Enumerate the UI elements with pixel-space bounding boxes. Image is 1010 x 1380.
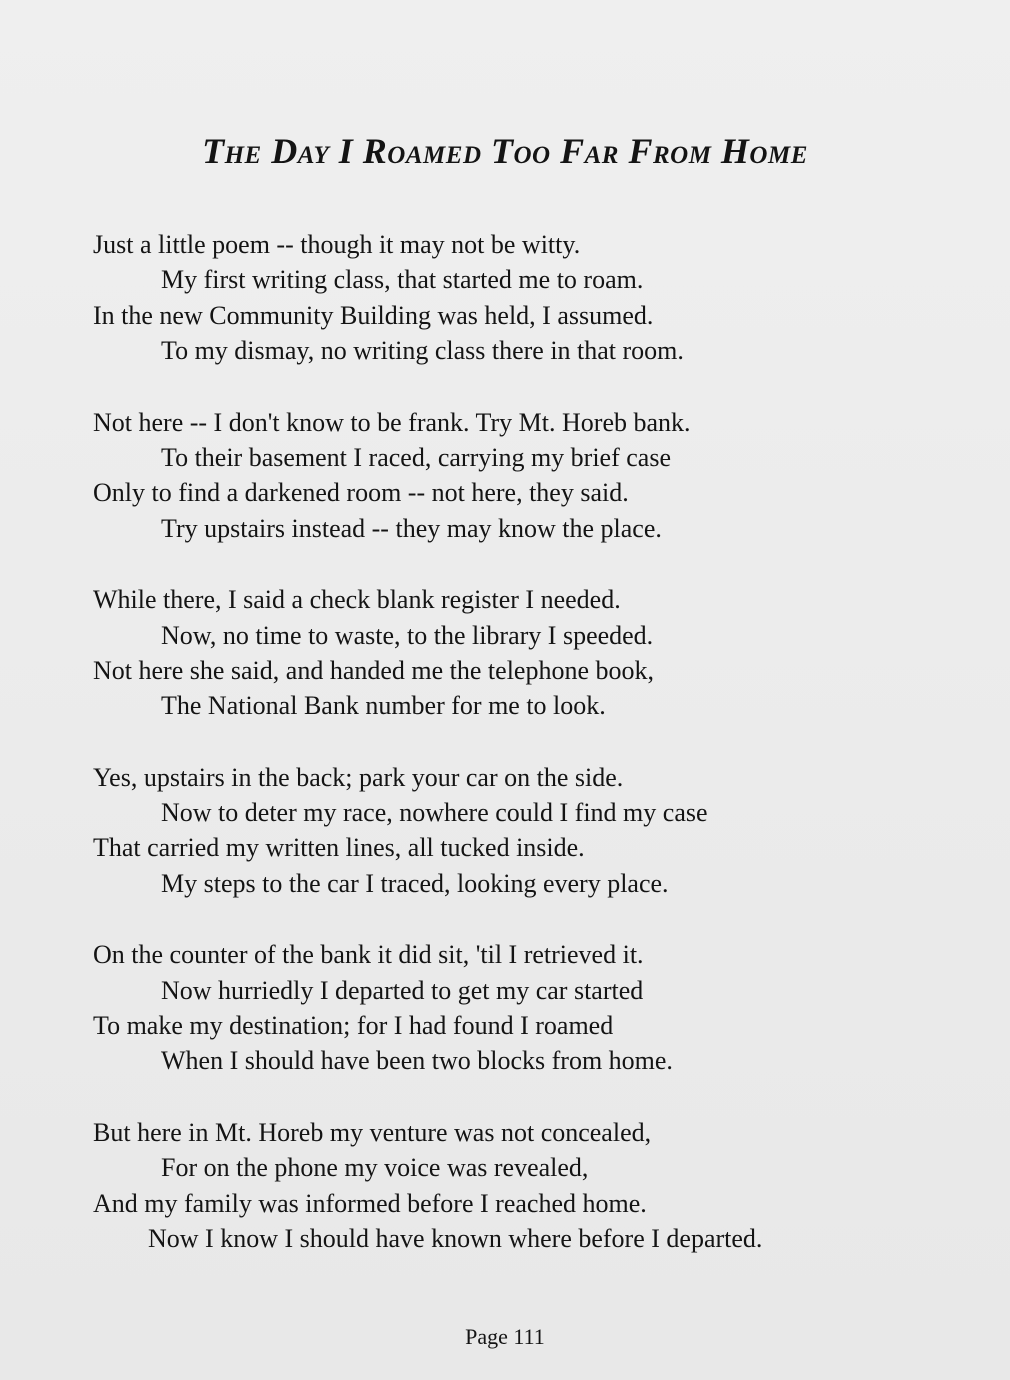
- poem-body: [0, 227, 1010, 1292]
- poem-line: To their basement I raced, carrying my brief case: [161, 442, 671, 472]
- poem-line: Not here -- I don't know to be frank. Try Mt. Horeb bank.: [93, 407, 691, 437]
- stanza-4: [0, 760, 1010, 902]
- poem-line: Not here she said, and handed me the telephone book,: [93, 655, 654, 685]
- poem-line: For on the phone my voice was revealed,: [161, 1153, 589, 1183]
- stanza-2: [0, 405, 1010, 547]
- poem-title: The Day I Roamed Too Far From Home: [202, 131, 808, 171]
- page-number: Page 111: [465, 1324, 545, 1349]
- poem-line: When I should have been two blocks from home.: [161, 1046, 673, 1076]
- poem-line: My steps to the car I traced, looking every place.: [161, 868, 669, 898]
- poem-line: Now, no time to waste, to the library I speeded.: [161, 620, 654, 650]
- poem-line: Now I know I should have known where before I departed.: [148, 1223, 763, 1253]
- poem-line: Only to find a darkened room -- not here, they said.: [93, 478, 629, 508]
- poem-line: On the counter of the bank it did sit, 'til I retrieved it.: [93, 940, 644, 970]
- poem-line: To my dismay, no writing class there in that room.: [161, 336, 684, 366]
- poem-line: My first writing class, that started me to roam.: [161, 265, 644, 295]
- stanza-3: [0, 582, 1010, 724]
- poem-line: To make my destination; for I had found I roamed: [93, 1011, 614, 1041]
- stanza-5: [0, 937, 1010, 1079]
- poem-line: The National Bank number for me to look.: [161, 691, 606, 721]
- poem-line: But here in Mt. Horeb my venture was not concealed,: [93, 1117, 652, 1147]
- poem-line: Now hurriedly I departed to get my car started: [161, 975, 644, 1005]
- poem-line: That carried my written lines, all tucked inside.: [93, 833, 585, 863]
- poem-line: And my family was informed before I reached home.: [93, 1188, 647, 1218]
- stanza-6: [0, 1115, 1010, 1257]
- poem-line: While there, I said a check blank register I needed.: [93, 585, 621, 615]
- poem-line: Yes, upstairs in the back; park your car on the side.: [93, 762, 624, 792]
- poem-line: Now to deter my race, nowhere could I find my case: [161, 798, 708, 828]
- poem-line: Try upstairs instead -- they may know the place.: [161, 513, 662, 543]
- poem-line: Just a little poem -- though it may not be witty.: [93, 230, 581, 259]
- stanza-1: [0, 227, 1010, 369]
- poem-line: In the new Community Building was held, I assumed.: [93, 300, 654, 330]
